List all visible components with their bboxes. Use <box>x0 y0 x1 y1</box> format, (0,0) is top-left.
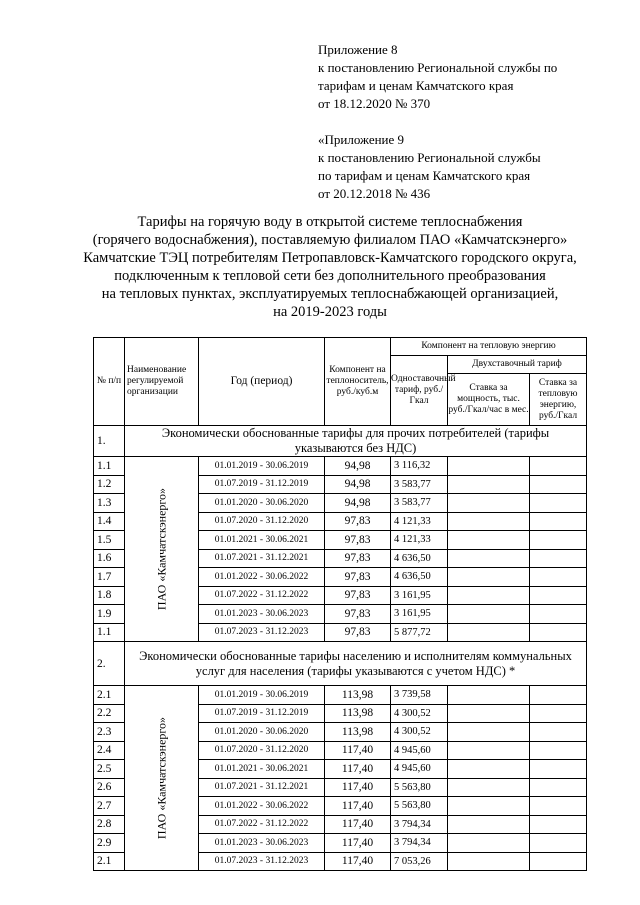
single-rate-cell: 4 300,52 <box>391 704 448 723</box>
single-rate-cell: 3 161,95 <box>391 586 448 605</box>
header-two-part-rate: Двухставочный тариф <box>448 356 587 374</box>
single-rate-cell: 3 794,34 <box>391 815 448 834</box>
water-component-cell: 97,83 <box>325 531 391 550</box>
row-number: 2.8 <box>94 815 125 834</box>
period-cell: 01.07.2021 - 31.12.2021 <box>199 778 325 797</box>
row-number: 1.2 <box>94 475 125 494</box>
energy-rate-cell <box>530 531 587 550</box>
power-rate-cell <box>448 834 530 853</box>
period-cell: 01.07.2023 - 31.12.2023 <box>199 623 325 642</box>
row-number: 2.2 <box>94 704 125 723</box>
organization-name: ПАО «Камчатскэнерго» <box>154 487 168 611</box>
period-cell: 01.07.2023 - 31.12.2023 <box>199 852 325 871</box>
single-rate-cell: 5 563,80 <box>391 797 448 816</box>
water-component-cell: 97,83 <box>325 623 391 642</box>
energy-rate-cell <box>530 834 587 853</box>
title-line: на 2019-2023 годы <box>273 304 387 320</box>
energy-rate-cell <box>530 815 587 834</box>
power-rate-cell <box>448 778 530 797</box>
water-component-cell: 94,98 <box>325 475 391 494</box>
row-number: 1.3 <box>94 494 125 513</box>
power-rate-cell <box>448 741 530 760</box>
period-cell: 01.07.2022 - 31.12.2022 <box>199 586 325 605</box>
tariff-table <box>93 337 587 871</box>
row-number: 1.5 <box>94 531 125 550</box>
energy-rate-cell <box>530 741 587 760</box>
row-number: 1.1 <box>94 457 125 476</box>
water-component-cell: 117,40 <box>325 852 391 871</box>
power-rate-cell <box>448 568 530 587</box>
single-rate-cell: 5 563,80 <box>391 778 448 797</box>
power-rate-cell <box>448 852 530 871</box>
power-rate-cell <box>448 760 530 779</box>
power-rate-cell <box>448 797 530 816</box>
period-cell: 01.07.2021 - 31.12.2021 <box>199 549 325 568</box>
water-component-cell: 94,98 <box>325 457 391 476</box>
water-component-cell: 117,40 <box>325 834 391 853</box>
water-component-cell: 117,40 <box>325 741 391 760</box>
period-cell: 01.07.2020 - 31.12.2020 <box>199 741 325 760</box>
water-component-cell: 117,40 <box>325 797 391 816</box>
header-energy-rate: Ставка за тепловую энергию, руб./Гкал <box>530 374 587 426</box>
energy-rate-cell <box>530 494 587 513</box>
appendix-9-header <box>318 131 541 203</box>
section-number: 1. <box>94 426 125 457</box>
table-row <box>94 457 587 476</box>
period-cell: 01.01.2023 - 30.06.2023 <box>199 834 325 853</box>
energy-rate-cell <box>530 568 587 587</box>
water-component-cell: 97,83 <box>325 512 391 531</box>
energy-rate-cell <box>530 760 587 779</box>
water-component-cell: 97,83 <box>325 586 391 605</box>
period-cell: 01.01.2023 - 30.06.2023 <box>199 605 325 624</box>
header-org: Наименование регулируемой организации <box>125 338 199 426</box>
power-rate-cell <box>448 723 530 742</box>
row-number: 2.4 <box>94 741 125 760</box>
single-rate-cell: 3 583,77 <box>391 475 448 494</box>
single-rate-cell: 5 877,72 <box>391 623 448 642</box>
title-line: Тарифы на горячую воду в открытой системе теплоснабжения <box>137 214 523 230</box>
section-header-row <box>94 426 587 457</box>
water-component-cell: 117,40 <box>325 778 391 797</box>
water-component-cell: 117,40 <box>325 815 391 834</box>
section-number: 2. <box>94 642 125 686</box>
row-number: 2.1 <box>94 686 125 705</box>
row-number: 2.3 <box>94 723 125 742</box>
energy-rate-cell <box>530 704 587 723</box>
period-cell: 01.01.2020 - 30.06.2020 <box>199 494 325 513</box>
power-rate-cell <box>448 531 530 550</box>
single-rate-cell: 4 121,33 <box>391 531 448 550</box>
row-number: 2.7 <box>94 797 125 816</box>
single-rate-cell: 3 161,95 <box>391 605 448 624</box>
water-component-cell: 117,40 <box>325 760 391 779</box>
single-rate-cell: 4 121,33 <box>391 512 448 531</box>
power-rate-cell <box>448 512 530 531</box>
title-line: Камчатские ТЭЦ потребителям Петропавловск-Камчатского городского округа, <box>83 250 577 266</box>
single-rate-cell: 3 794,34 <box>391 834 448 853</box>
appendix-line: Приложение 8 <box>318 42 398 57</box>
single-rate-cell: 4 945,60 <box>391 760 448 779</box>
organization-cell <box>125 686 199 871</box>
row-number: 1.4 <box>94 512 125 531</box>
water-component-cell: 97,83 <box>325 568 391 587</box>
power-rate-cell <box>448 549 530 568</box>
appendix-line: от 18.12.2020 № 370 <box>318 96 431 111</box>
appendix-line: «Приложение 9 <box>318 132 405 147</box>
header-power-rate: Ставка за мощность, тыс. руб./Гкал/час в мес. <box>448 374 530 426</box>
power-rate-cell <box>448 815 530 834</box>
water-component-cell: 113,98 <box>325 704 391 723</box>
section-title: Экономически обоснованные тарифы для прочих потребителей (тарифы указываются без НДС) <box>125 426 587 457</box>
table-row <box>94 686 587 705</box>
power-rate-cell <box>448 586 530 605</box>
energy-rate-cell <box>530 549 587 568</box>
organization-name: ПАО «Камчатскэнерго» <box>154 716 168 840</box>
power-rate-cell <box>448 623 530 642</box>
energy-rate-cell <box>530 797 587 816</box>
row-number: 2.5 <box>94 760 125 779</box>
energy-rate-cell <box>530 586 587 605</box>
energy-rate-cell <box>530 512 587 531</box>
row-number: 2.6 <box>94 778 125 797</box>
appendix-line: тарифам и ценам Камчатского края <box>318 78 514 93</box>
header-row <box>94 338 587 356</box>
energy-rate-cell <box>530 778 587 797</box>
section-header-row <box>94 642 587 686</box>
power-rate-cell <box>448 686 530 705</box>
single-rate-cell: 7 053,26 <box>391 852 448 871</box>
title-line: подключенным к тепловой сети без дополнительного преобразования <box>114 268 546 284</box>
period-cell: 01.07.2019 - 31.12.2019 <box>199 704 325 723</box>
water-component-cell: 94,98 <box>325 494 391 513</box>
period-cell: 01.07.2020 - 31.12.2020 <box>199 512 325 531</box>
energy-rate-cell <box>530 605 587 624</box>
power-rate-cell <box>448 475 530 494</box>
row-number: 2.9 <box>94 834 125 853</box>
water-component-cell: 113,98 <box>325 686 391 705</box>
period-cell: 01.01.2021 - 30.06.2021 <box>199 760 325 779</box>
row-number: 1.7 <box>94 568 125 587</box>
header-water-component: Компонент на теплоноситель, руб./куб.м <box>325 338 391 426</box>
header-heat-component: Компонент на тепловую энергию <box>391 338 587 356</box>
period-cell: 01.01.2020 - 30.06.2020 <box>199 723 325 742</box>
single-rate-cell: 4 945,60 <box>391 741 448 760</box>
power-rate-cell <box>448 457 530 476</box>
single-rate-cell: 4 636,50 <box>391 549 448 568</box>
energy-rate-cell <box>530 723 587 742</box>
energy-rate-cell <box>530 686 587 705</box>
appendix-line: от 20.12.2018 № 436 <box>318 186 431 201</box>
single-rate-cell: 3 116,32 <box>391 457 448 476</box>
power-rate-cell <box>448 704 530 723</box>
appendix-line: к постановлению Региональной службы по <box>318 60 558 75</box>
row-number: 1.8 <box>94 586 125 605</box>
organization-cell <box>125 457 199 642</box>
energy-rate-cell <box>530 852 587 871</box>
power-rate-cell <box>448 605 530 624</box>
appendix-8-header <box>318 41 557 113</box>
header-single-rate: Одноставочный тариф, руб./Гкал <box>391 356 448 426</box>
section-title: Экономически обоснованные тарифы населению и исполнителям коммунальных услуг для населения (тарифы указываются с учетом НДС) * <box>125 642 587 686</box>
single-rate-cell: 4 636,50 <box>391 568 448 587</box>
energy-rate-cell <box>530 623 587 642</box>
period-cell: 01.01.2022 - 30.06.2022 <box>199 568 325 587</box>
row-number: 1.6 <box>94 549 125 568</box>
power-rate-cell <box>448 494 530 513</box>
water-component-cell: 97,83 <box>325 549 391 568</box>
energy-rate-cell <box>530 475 587 494</box>
single-rate-cell: 3 739,58 <box>391 686 448 705</box>
single-rate-cell: 3 583,77 <box>391 494 448 513</box>
period-cell: 01.01.2021 - 30.06.2021 <box>199 531 325 550</box>
period-cell: 01.01.2019 - 30.06.2019 <box>199 686 325 705</box>
title-line: (горячего водоснабжения), поставляемую филиалом ПАО «Камчатскэнерго» <box>92 232 568 248</box>
period-cell: 01.07.2022 - 31.12.2022 <box>199 815 325 834</box>
single-rate-cell: 4 300,52 <box>391 723 448 742</box>
row-number: 1.1 <box>94 623 125 642</box>
header-period: Год (период) <box>199 338 325 426</box>
period-cell: 01.01.2022 - 30.06.2022 <box>199 797 325 816</box>
row-number: 2.1 <box>94 852 125 871</box>
appendix-line: к постановлению Региональной службы <box>318 150 541 165</box>
row-number: 1.9 <box>94 605 125 624</box>
appendix-line: по тарифам и ценам Камчатского края <box>318 168 531 183</box>
energy-rate-cell <box>530 457 587 476</box>
title-line: на тепловых пунктах, эксплуатируемых теплоснабжающей организацией, <box>101 286 559 302</box>
document-title <box>60 213 600 321</box>
period-cell: 01.01.2019 - 30.06.2019 <box>199 457 325 476</box>
water-component-cell: 113,98 <box>325 723 391 742</box>
header-num: № п/п <box>94 338 125 426</box>
period-cell: 01.07.2019 - 31.12.2019 <box>199 475 325 494</box>
water-component-cell: 97,83 <box>325 605 391 624</box>
